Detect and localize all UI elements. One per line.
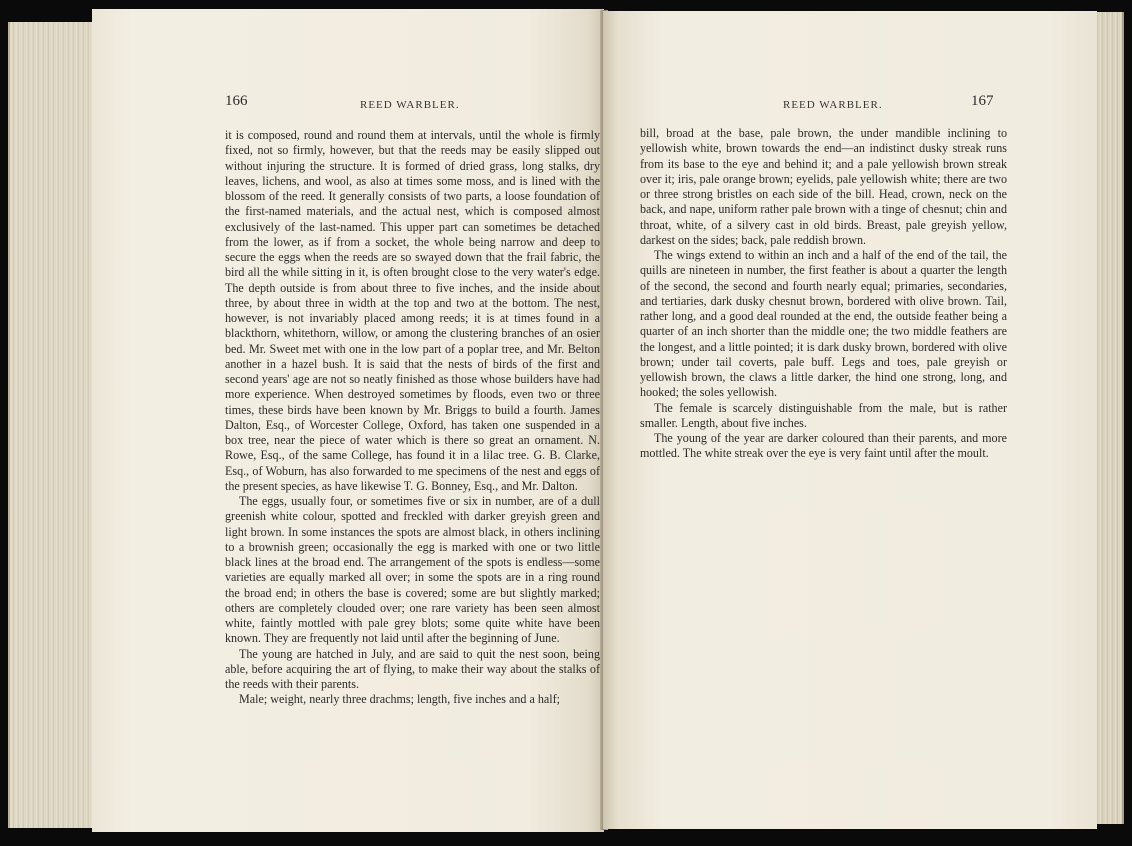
left-paragraph: The eggs, usually four, or sometimes five or six in number, are of a dull greenish white colour, spotted and freckled with darker greyish green and light brown. In some instances the spots are almost black, in others inclining to a brownish green; occasionally the egg is marked with one or two little black lines at the broad end. The arrangement of the spots is endless—some varieties are equally marked all over; in some the spots are in a ring round the broad end; in others the base is covered; some are but slightly marked; others are completely clouded over; one rare variety has been seen almost white, faintly mottled with pale grey blots; some quite white have been known. They are frequently not laid until after the beginning of June. xyxy=(225,494,600,646)
page-number-left: 166 xyxy=(225,93,248,109)
left-page-body xyxy=(225,128,600,708)
right-paragraph: The young of the year are darker coloured than their parents, and more mottled. The white streak over the eye is very faint until after the moult. xyxy=(640,431,1007,461)
right-paragraph: The wings extend to within an inch and a half of the end of the tail, the quills are nineteen in number, the first feather is about a quarter the length of the second, the second and fourth nearly equal; primaries, secondaries, and tertiaries, dark dusky chesnut brown, bordered with olive brown. Tail, rather long, and a good deal rounded at the end, the outside feather being a quarter of an inch shorter than the middle one; the two middle feathers are the longest, and a little pointed; it is dark dusky brown, bordered with olive brown; under tail coverts, pale buff. Legs and toes, pale greyish or yellowish brown, the claws a little darker, the hind one strong, long, and hooked; the soles yellowish. xyxy=(640,248,1007,400)
right-page xyxy=(603,11,1097,829)
page-number-right: 167 xyxy=(971,93,994,109)
left-page xyxy=(92,9,604,832)
right-page-edges xyxy=(1094,12,1124,824)
right-paragraph: The female is scarcely distinguishable from the male, but is rather smaller. Length, about five inches. xyxy=(640,400,1007,430)
running-head-left: REED WARBLER. xyxy=(360,99,460,111)
left-page-edges xyxy=(8,22,100,828)
right-paragraph: bill, broad at the base, pale brown, the under mandible inclining to yellowish white, brown towards the end—an indistinct dusky streak runs from its base to the eye and behind it; and a pale yellowish brown streak over it; iris, pale orange brown; eyelids, pale yellowish white; there are two or three strong bristles on each side of the bill. Head, crown, neck on the back, and nape, uniform rather pale brown with a tinge of chesnut; chin and throat, white, of a silvery cast in old birds. Breast, pale greyish yellow, darkest on the sides; back, pale reddish brown. xyxy=(640,126,1007,247)
left-paragraph: it is composed, round and round them at intervals, until the whole is firmly fixed, not so firmly, however, but that the reeds may be easily slipped out without injuring the structure. It is formed of dried grass, long stalks, dry leaves, lichens, and wool, as also at times some moss, and is lined with the blossom of the reed. It generally consists of two parts, a loose foundation of the first-named materials, and the actual nest, which is composed almost exclusively of the last-named. This upper part can sometimes be detached from the lower, as if from a socket, the whole being narrow and deep to secure the eggs when the reeds are so swayed down that the frail fabric, the bird all the while sitting in it, is often brought close to the very water's edge. The depth outside is from about three to five inches, and the inside about three, by about three in width at the top and two at the bottom. The nest, however, is not invariably placed among reeds; it is at times found in a blackthorn, whitethorn, willow, or among the clustering branches of an osier bed. Mr. Sweet met with one in the low part of a poplar tree, and Mr. Belton another in a hazel bush. It is said that the nests of birds of the first and second years' age are not so neatly finished as those whose builders have had more experience. When destroyed sometimes by floods, even two or three times, these birds have been known by Mr. Briggs to build a fourth. James Dalton, Esq., of Worcester College, Oxford, has taken one suspended in a box tree, near the piece of water which is there so great an ornament. N. Rowe, Esq., of the same College, has found it in a lilac tree. G. B. Clarke, Esq., of Woburn, has also forwarded to me specimens of the nest and eggs of the present species, as have likewise T. G. Bonney, Esq., and Mr. Dalton. xyxy=(225,128,600,493)
running-head-right: REED WARBLER. xyxy=(783,99,883,111)
left-paragraph: Male; weight, nearly three drachms; length, five inches and a half; xyxy=(239,692,561,707)
right-page-body xyxy=(640,126,1007,462)
left-paragraph: The young are hatched in July, and are said to quit the nest soon, being able, before acquiring the art of flying, to make their way about the stalks of the reeds with their parents. xyxy=(225,646,600,691)
